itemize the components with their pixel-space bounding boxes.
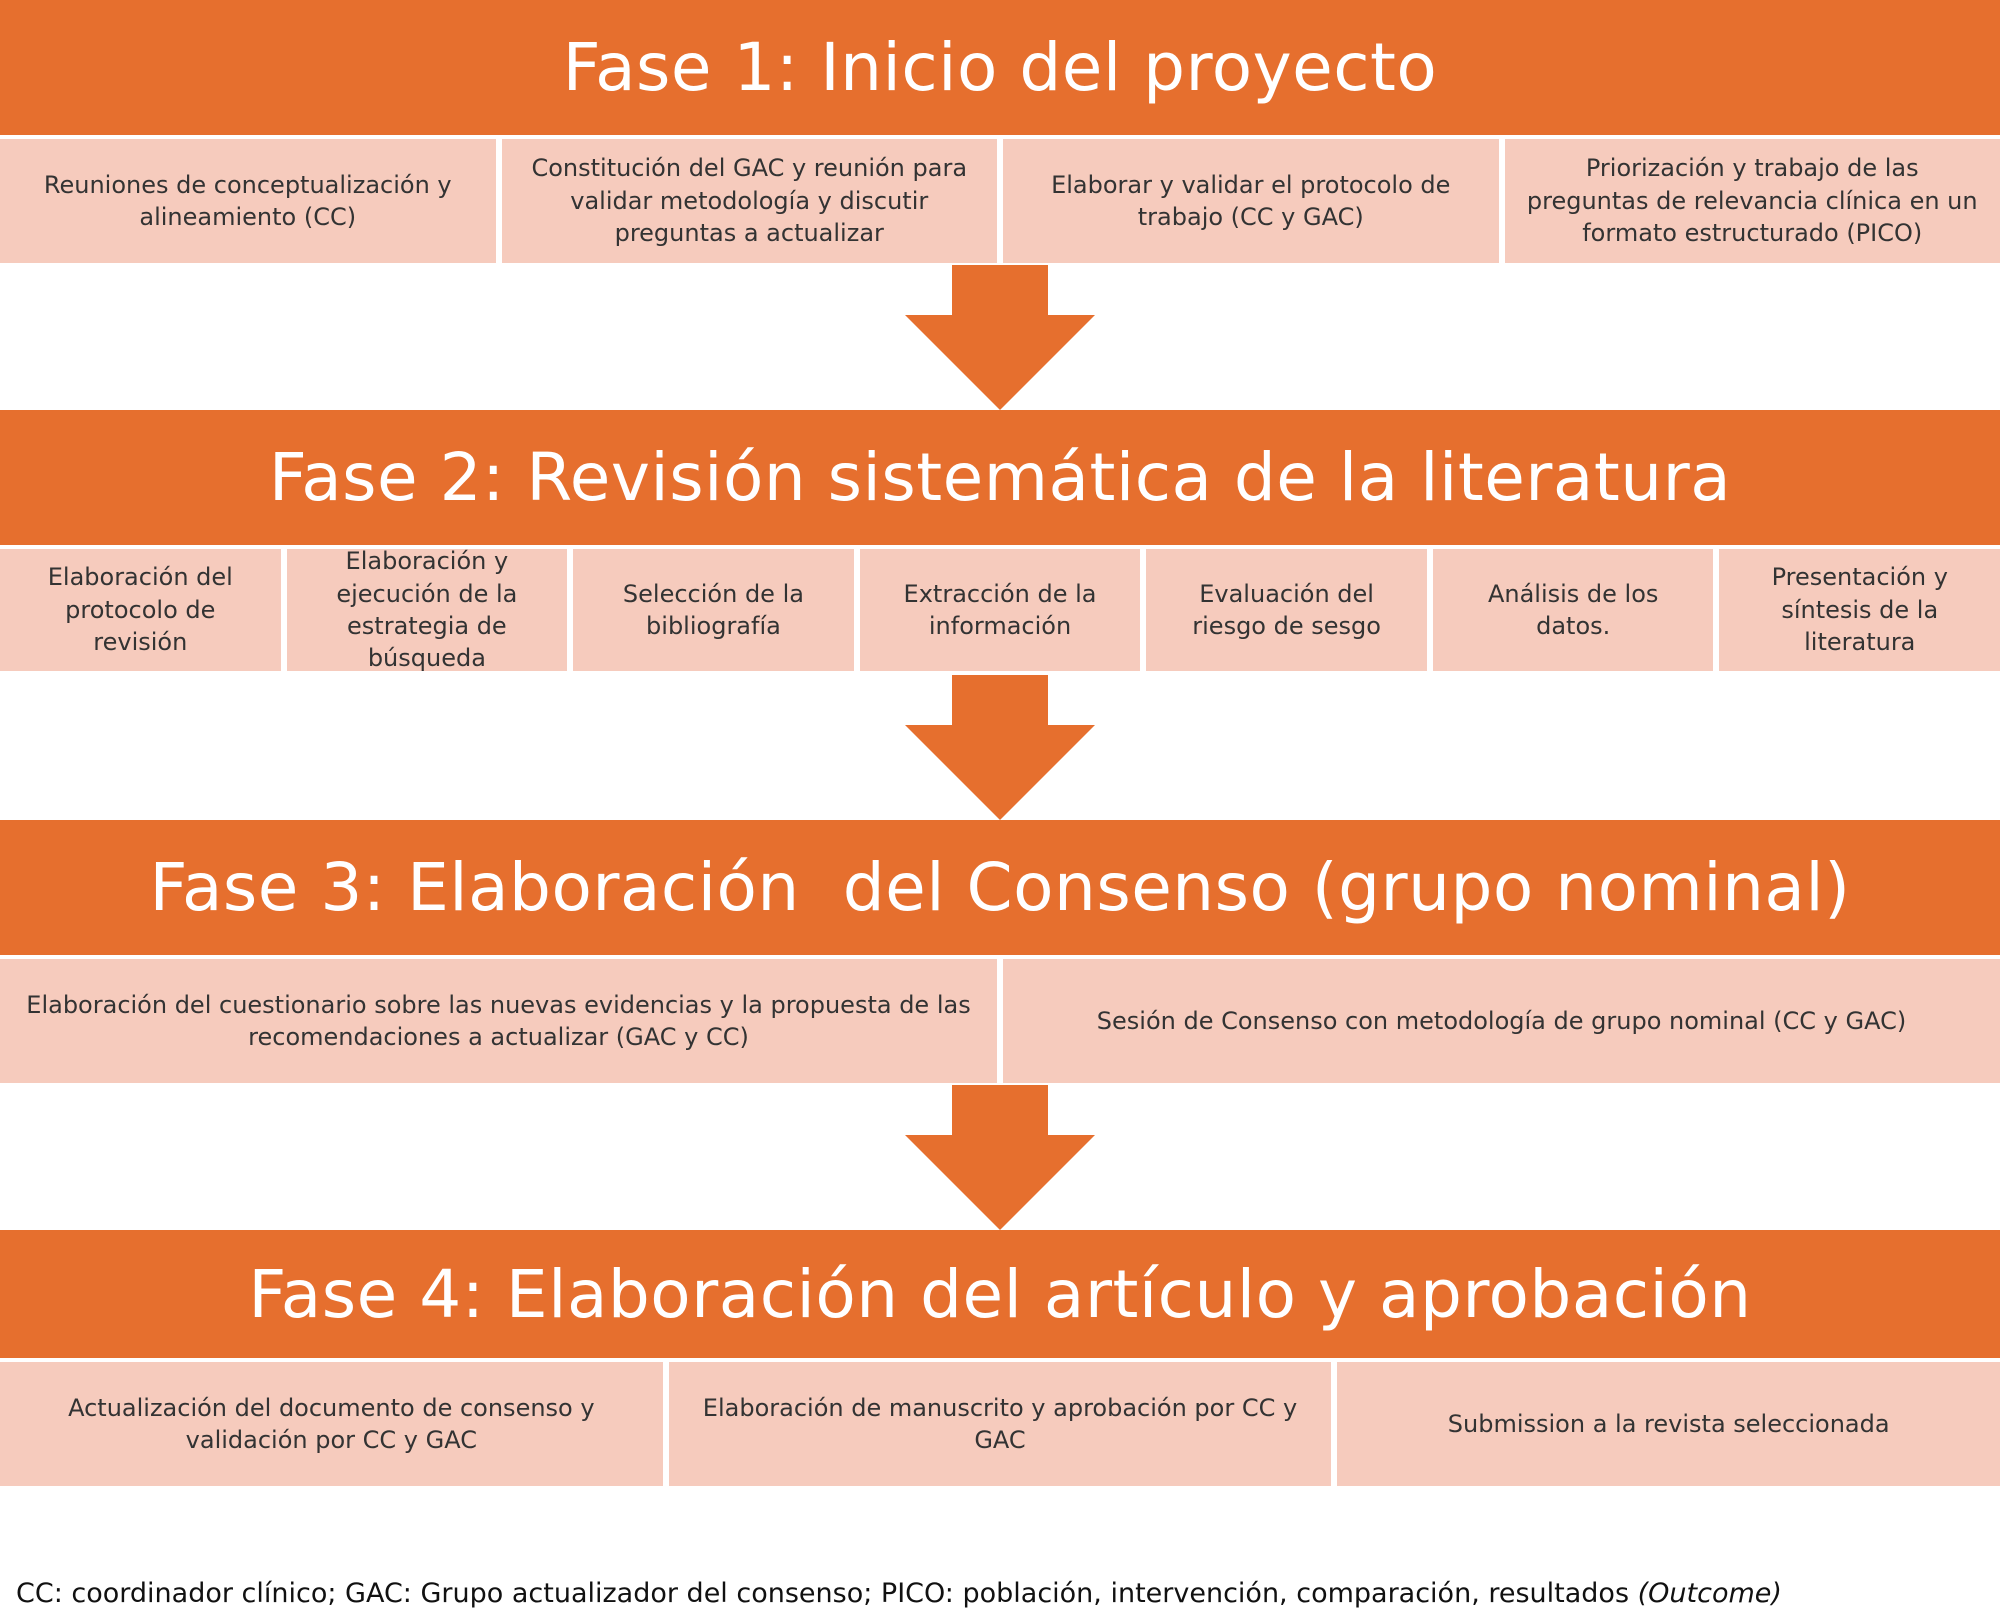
footnote-italic: (Outcome) (1637, 1578, 1782, 1609)
phase-2-step: Extracción de la información (860, 549, 1141, 671)
phase-4-step: Actualización del documento de consenso y validación por CC y GAC (0, 1362, 663, 1486)
phase-1-title: Fase 1: Inicio del proyecto (562, 29, 1438, 106)
phase-1-step: Priorización y trabajo de las preguntas de relevancia clínica en un formato estructurado (PICO) (1505, 139, 2000, 263)
phase-4-steps (0, 1362, 2000, 1486)
phase-4-header (0, 1230, 2000, 1358)
footnote (16, 1578, 1986, 1609)
phase-4-step: Submission a la revista seleccionada (1337, 1362, 2000, 1486)
phase-3-step: Sesión de Consenso con metodología de grupo nominal (CC y GAC) (1003, 959, 2000, 1083)
down-arrow-icon (905, 1085, 1095, 1230)
phase-2-step: Evaluación del riesgo de sesgo (1146, 549, 1427, 671)
phase-2-step: Selección de la bibliografía (573, 549, 854, 671)
phase-3-title: Fase 3: Elaboración del Consenso (grupo nominal) (149, 849, 1851, 926)
phase-2-step: Elaboración y ejecución de la estrategia de búsqueda (287, 549, 568, 671)
phase-3-header (0, 820, 2000, 955)
phase-2-step: Presentación y síntesis de la literatura (1719, 549, 2000, 671)
phase-4-title: Fase 4: Elaboración del artículo y aprobación (248, 1255, 1752, 1333)
phase-1-step: Constitución del GAC y reunión para validar metodología y discutir preguntas a actualizar (502, 139, 998, 263)
phase-2-step: Análisis de los datos. (1433, 549, 1714, 671)
phase-1-header (0, 0, 2000, 135)
phase-1-step: Elaborar y validar el protocolo de trabajo (CC y GAC) (1003, 139, 1499, 263)
footnote-text: CC: coordinador clínico; GAC: Grupo actualizador del consenso; PICO: población, intervención, comparación, resultados (16, 1578, 1638, 1609)
phase-4-step: Elaboración de manuscrito y aprobación por CC y GAC (669, 1362, 1332, 1486)
phase-2-step: Elaboración del protocolo de revisión (0, 549, 281, 671)
phase-3-step: Elaboración del cuestionario sobre las nuevas evidencias y la propuesta de las recomendaciones a actualizar (GAC y CC) (0, 959, 997, 1083)
phase-1-steps (0, 139, 2000, 263)
phase-3-steps (0, 959, 2000, 1083)
down-arrow-icon (905, 675, 1095, 820)
phase-1-step: Reuniones de conceptualización y alineamiento (CC) (0, 139, 496, 263)
phase-2-steps (0, 549, 2000, 671)
phase-2-header (0, 410, 2000, 545)
down-arrow-icon (905, 265, 1095, 410)
phase-2-title: Fase 2: Revisión sistemática de la literatura (268, 439, 1732, 516)
